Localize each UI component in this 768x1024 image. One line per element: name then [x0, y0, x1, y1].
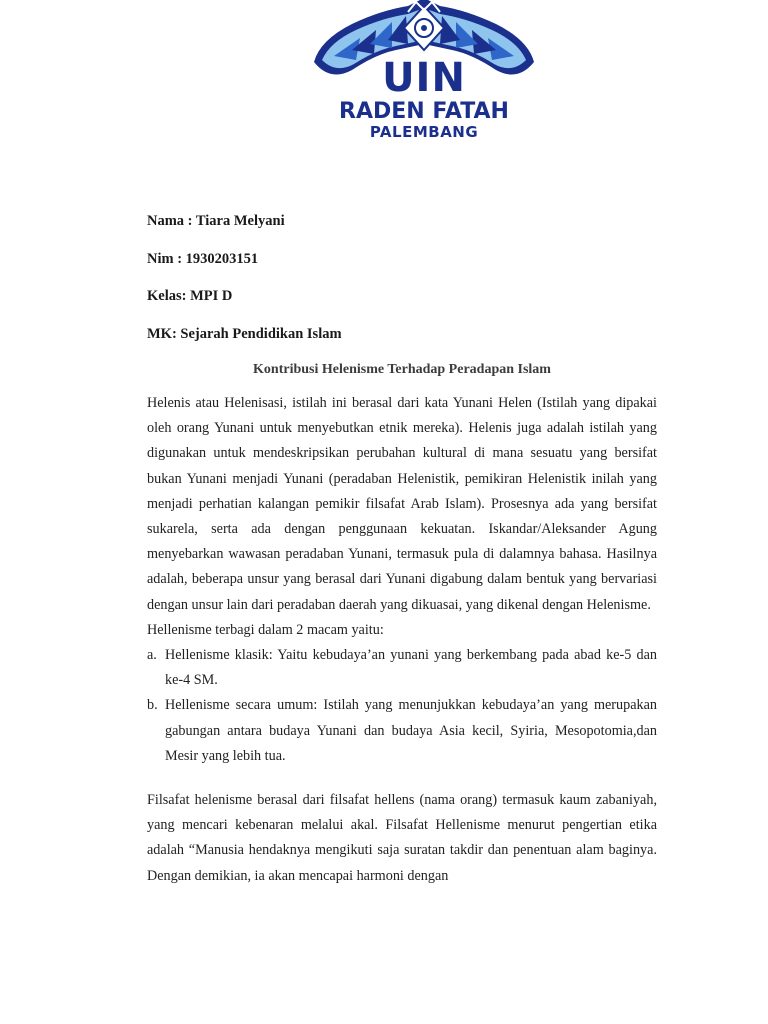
- student-class: Kelas: MPI D: [147, 288, 233, 304]
- student-identity: [147, 211, 667, 361]
- document-body: [147, 391, 657, 889]
- list-item-text: Hellenisme klasik: Yaitu kebudaya’an yunani yang berkembang pada abad ke-5 dan ke-4 SM.: [165, 647, 657, 689]
- list-marker: b.: [147, 697, 158, 714]
- student-nim: Nim : 1930203151: [147, 250, 259, 267]
- list-item: [147, 643, 657, 693]
- document-title: Kontribusi Helenisme Terhadap Peradapan Islam: [253, 362, 551, 377]
- course-name: MK: Sejarah Pendidikan Islam: [147, 325, 342, 342]
- student-name: Nama : Tiara Melyani: [147, 213, 285, 229]
- university-logo: [312, 0, 536, 146]
- hellenism-types-list: [147, 643, 657, 769]
- paragraph-intro: Helenis atau Helenisasi, istilah ini berasal dari kata Yunani Helen (Istilah yang dipakai oleh orang Yunani untuk menyebutkan etnik mereka). Helenis juga adalah istilah yang digunakan untuk mendeskripsikan perubahan kultural di mana sesuatu yang bersifat bukan Yunani menjadi Yunani (peradaban Helenistik, pemikiran Helenistik inilah yang menjadi perhatian kalangan pemikir filsafat Arab Islam). Prosesnya ada yang bersifat sukarela, serta ada dengan penggunaan kekuatan. Iskandar/Aleksander Agung menyebarkan wawasan peradaban Yunani, termasuk pula di dalamnya bahasa. Hasilnya adalah, beberapa unsur yang berasal dari Yunani digabung dalam bentuk yang bervariasi dengan unsur lain dari peradaban daerah yang dikuasai, yang dikenal dengan Helenisme.: [147, 395, 657, 613]
- list-marker: a.: [147, 647, 157, 664]
- logo-abbreviation: UIN: [382, 55, 466, 101]
- paragraph-philosophy: Filsafat helenisme berasal dari filsafat hellens (nama orang) termasuk kaum zabaniyah, yang mencari kebenaran melalui akal. Filsafat Hellenisme menurut pengertian etika adalah “Manusia hendaknya mengikuti saja suratan takdir dan penentuan alam baginya. Dengan demikian, ia akan mencapai harmoni dengan: [147, 792, 657, 884]
- list-item-text: Hellenisme secara umum: Istilah yang menunjukkan kebudaya’an yang merupakan gabungan antara budaya Yunani dan budaya Asia kecil, Syiria, Mesopotomia,dan Mesir yang lebih tua.: [165, 697, 657, 764]
- list-item: [147, 693, 657, 769]
- logo-university-name: RADEN FATAH: [339, 99, 509, 124]
- paragraph-types: Hellenisme terbagi dalam 2 macam yaitu:: [147, 621, 384, 638]
- logo-city: PALEMBANG: [369, 123, 479, 141]
